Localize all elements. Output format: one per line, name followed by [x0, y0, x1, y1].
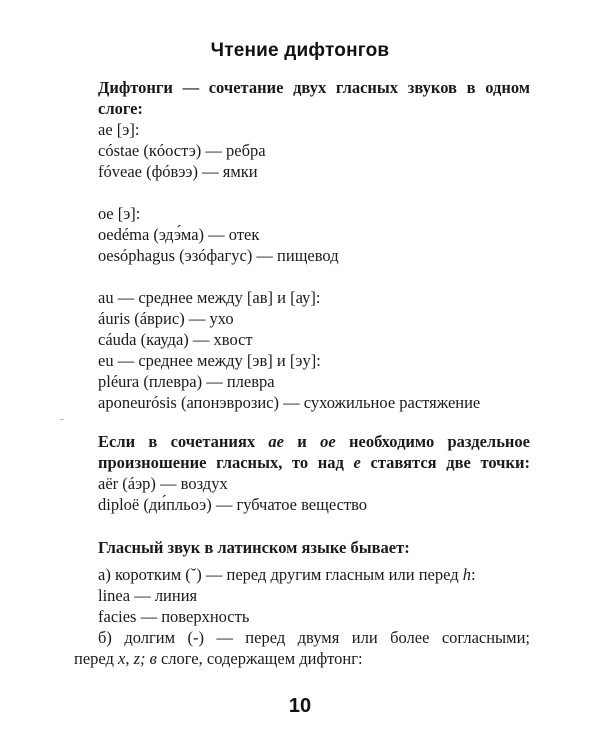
diaeresis-rule-line-2 [98, 453, 530, 473]
page-title: Чтение дифтонгов [210, 40, 390, 61]
rule-text: : [470, 565, 476, 584]
rule-oe-italic: oe [320, 432, 336, 451]
rule-text: , [125, 649, 134, 668]
long-vowel-rule-line-2 [74, 649, 363, 669]
rule-text: слоге, содержащем дифтонг: [156, 649, 363, 668]
au-example: cáuda (кауда) — хвост [98, 330, 253, 349]
long-vowel-rule-line-1: б) долгим (-) — перед двумя или более согласными; [98, 628, 530, 647]
ae-example: cóstae (кóостэ) — ребра [98, 141, 266, 160]
diphthong-definition-line-2: слоге: [98, 99, 143, 118]
short-vowel-example: linea — линия [98, 586, 198, 605]
short-vowel-rule [98, 565, 476, 585]
oe-header: oe [э]: [98, 204, 141, 223]
eu-header: eu — среднее между [эв] и [эу]: [98, 351, 321, 370]
rule-text: и [284, 432, 321, 451]
oe-example: oedéma (эдэ́ма) — отек [98, 225, 260, 244]
letter-h-italic: h [462, 565, 471, 584]
rule-text: а) коротким (˘) — перед другим гласным или перед [98, 565, 463, 584]
rule-e-italic: e [353, 453, 361, 472]
eu-example: aponeurósis (апонэврозис) — сухожильное растяжение [98, 393, 481, 412]
rule-text: ставятся две точки: [360, 453, 530, 472]
ae-header: ae [э]: [98, 120, 140, 139]
rule-text: необходимо раздельное [335, 432, 530, 451]
eu-example: pléura (плевра) — плевра [98, 372, 275, 391]
scan-speck [60, 419, 64, 420]
ae-example: fóveae (фóвээ) — ямки [98, 162, 258, 181]
rule-text: произношение гласных, то над [98, 453, 354, 472]
rule-text: перед [74, 649, 119, 668]
page-number: 10 [288, 695, 312, 717]
oe-example: oesóphagus (эзóфагус) — пищевод [98, 246, 339, 265]
diaeresis-rule-line-1 [98, 432, 530, 452]
short-vowel-example: facies — поверхность [98, 607, 250, 626]
rule-ae-italic: ae [268, 432, 284, 451]
letter-z-italic: z; [133, 649, 146, 668]
vowel-heading: Гласный звук в латинском языке бывает: [98, 538, 410, 557]
rule-text: Если в сочетаниях [98, 432, 269, 451]
au-header: au — среднее между [ав] и [ау]: [98, 288, 321, 307]
letter-x-italic: x [118, 649, 126, 668]
diphthong-definition-line-1: Дифтонги — сочетание двух гласных звуков в одном [98, 78, 530, 97]
au-example: áuris (áврис) — ухо [98, 309, 234, 328]
letter-v-italic: в [149, 649, 157, 668]
diaeresis-example: diploё (ди́пльоэ) — губчатое вещество [98, 495, 368, 514]
diaeresis-example: aёr (áэр) — воздух [98, 474, 228, 493]
